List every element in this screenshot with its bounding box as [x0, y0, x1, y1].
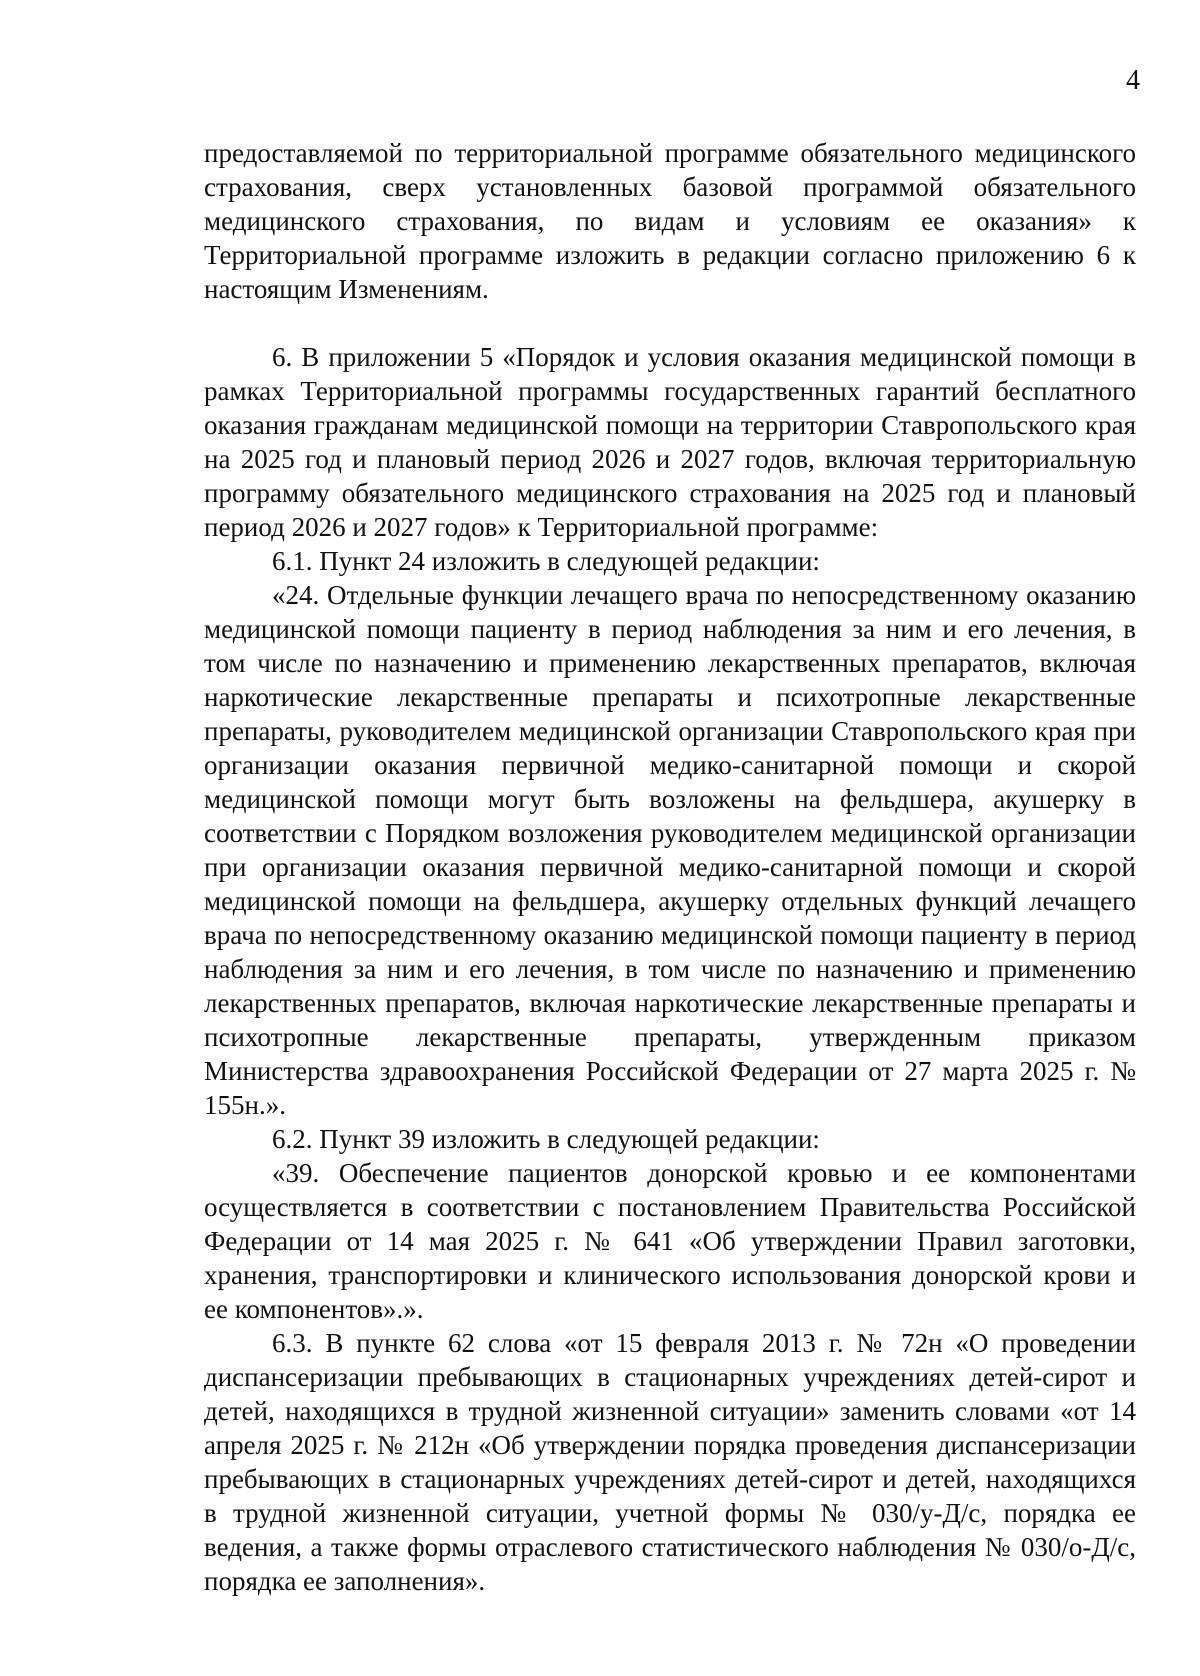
- paragraph-item-6-1: 6.1. Пункт 24 изложить в следующей редакции:: [272, 546, 820, 576]
- paragraph-item-6-2: 6.2. Пункт 39 изложить в следующей редакции:: [272, 1124, 820, 1154]
- page-number: 4: [1126, 65, 1140, 96]
- paragraph-clause-39: «39. Обеспечение пациентов донорской кровью и ее компонентами осуществляется в соответствии с постановлением Правительства Российской Федерации от 14 мая 2025 г. № 641 «Об утверждении Правил заготовки, хранения, транспортировки и клинического использования донорской крови и ее компонентов».».: [204, 1158, 1136, 1324]
- paragraph-item-6-3: 6.3. В пункте 62 слова «от 15 февраля 2013 г. № 72н «О проведении диспансеризации пребывающих в стационарных учреждениях детей-сирот и детей, находящихся в трудной жизненной ситуации» заменить словами «от 14 апреля 2025 г. № 212н «Об утверждении порядка проведения диспансеризации пребывающих в стационарных учреждениях детей-сирот и детей, находящихся в трудной жизненной ситуации, учетной формы № 030/у-Д/с, порядка ее ведения, а также формы отраслевого статистического наблюдения № 030/о-Д/с, порядка ее заполнения».: [204, 1328, 1136, 1596]
- paragraph-item-6: 6. В приложении 5 «Порядок и условия оказания медицинской помощи в рамках Территориальной программы государственных гарантий бесплатного оказания гражданам медицинской помощи на территории Ставропольского края на 2025 год и плановый период 2026 и 2027 годов, включая территориальную программу обязательного медицинского страхования на 2025 год и плановый период 2026 и 2027 годов» к Территориальной программе:: [204, 342, 1136, 542]
- document-body: [204, 136, 1136, 1598]
- paragraph-continuation: предоставляемой по территориальной программе обязательного медицинского страхования, сверх установленных базовой программой обязательного медицинского страхования, по видам и условиям ее оказания» к Территориальной программе изложить в редакции согласно приложению 6 к настоящим Изменениям.: [204, 138, 1136, 304]
- paragraph-clause-24: «24. Отдельные функции лечащего врача по непосредственному оказанию медицинской помощи пациенту в период наблюдения за ним и его лечения, в том числе по назначению и применению лекарственных препаратов, включая наркотические лекарственные препараты и психотропные лекарственные препараты, руководителем медицинской организации Ставропольского края при организации оказания первичной медико-санитарной помощи и скорой медицинской помощи могут быть возложены на фельдшера, акушерку в соответствии с Порядком возложения руководителем медицинской организации при организации оказания первичной медико-санитарной помощи и скорой медицинской помощи на фельдшера, акушерку отдельных функций лечащего врача по непосредственному оказанию медицинской помощи пациенту в период наблюдения за ним и его лечения, в том числе по назначению и применению лекарственных препаратов, включая наркотические лекарственные препараты и психотропные лекарственные препараты, утвержденным приказом Министерства здравоохранения Российской Федерации от 27 марта 2025 г. № 155н.».: [204, 580, 1136, 1120]
